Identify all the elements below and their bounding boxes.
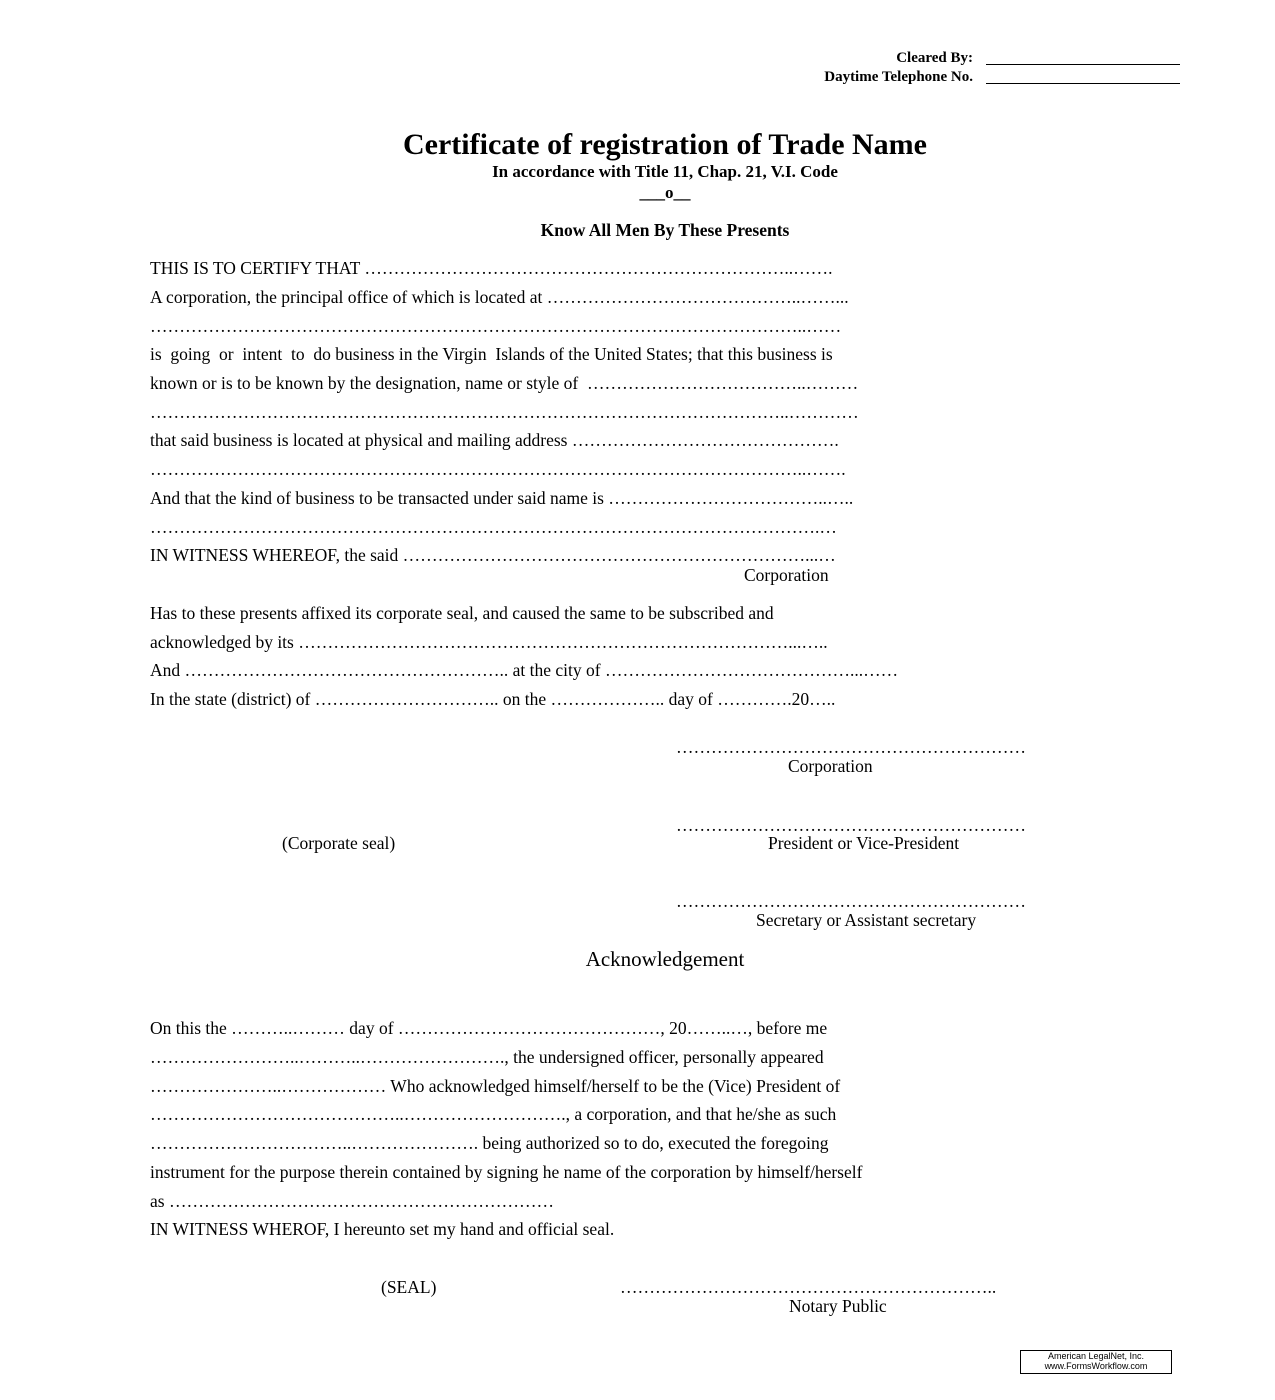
- separator: ___o__: [639, 183, 691, 202]
- city-line[interactable]: And ……………………………………………….. at the city of ……………………………………...……: [150, 660, 899, 680]
- business-kind-line-2[interactable]: …………………………………………………………………………………………………….…: [150, 517, 837, 537]
- secretary-signature-line[interactable]: ……………………………………………………: [676, 891, 1026, 911]
- president-label: President or Vice-President: [768, 833, 960, 853]
- notary-signature-line[interactable]: ………………………………………………………..: [620, 1277, 997, 1297]
- principal-office-line[interactable]: A corporation, the principal office of which is located at ……………………………………..……...: [150, 287, 849, 307]
- ack-witness-text: IN WITNESS WHEROF, I hereunto set my hand and official seal.: [150, 1219, 615, 1239]
- presents-text: Has to these presents affixed its corporate seal, and caused the same to be subscribed and: [150, 603, 774, 623]
- business-kind-line[interactable]: And that the kind of business to be transacted under said name is ………………………………..…..: [150, 488, 854, 508]
- corporation-signature-label: Corporation: [788, 756, 873, 776]
- subtitle: In accordance with Title 11, Chap. 21, V.I. Code: [492, 162, 838, 181]
- ack-officer-line[interactable]: ……………………..………..……………………., the undersigned officer, personally appeared: [150, 1047, 824, 1067]
- address-line-2[interactable]: …………………………………………………………………………………………………..…….: [150, 459, 846, 479]
- secretary-label: Secretary or Assistant secretary: [756, 910, 977, 930]
- telephone-label: Daytime Telephone No.: [824, 69, 973, 85]
- telephone-field[interactable]: [986, 83, 1180, 84]
- ack-person-line[interactable]: …………………..……………… Who acknowledged himself/herself to be the (Vice) President of: [150, 1076, 841, 1096]
- ack-authorized-line[interactable]: ……………………………..…………………. being authorized so to do, executed the foregoing: [150, 1133, 829, 1153]
- publisher-name: American LegalNet, Inc.: [1047, 1351, 1145, 1361]
- address-line[interactable]: that said business is located at physical and mailing address ……………………………………….: [150, 430, 839, 450]
- corporation-caption: Corporation: [744, 565, 829, 585]
- cleared-by-field[interactable]: [986, 64, 1180, 65]
- publisher-url: www.FormsWorkflow.com: [1044, 1361, 1148, 1371]
- seal-label: (SEAL): [381, 1277, 437, 1297]
- business-intent-text: is going or intent to do business in the Virgin Islands of the United States; that this business is: [150, 344, 833, 364]
- ack-corporation-line[interactable]: ……………………………………..………………………., a corporation, and that he/she as such: [150, 1104, 837, 1124]
- ack-instrument-text: instrument for the purpose therein contained by signing he name of the corporation by himself/herself: [150, 1162, 863, 1182]
- principal-office-line-2[interactable]: …………………………………………………………………………………………………..……: [150, 316, 842, 336]
- page-title: Certificate of registration of Trade Name: [403, 128, 927, 161]
- acknowledged-by-line[interactable]: acknowledged by its …………………………………………………………………………...…..: [150, 632, 828, 652]
- presents-heading: Know All Men By These Presents: [540, 220, 790, 240]
- acknowledgement-heading: Acknowledgement: [585, 947, 745, 971]
- certify-line[interactable]: THIS IS TO CERTIFY THAT ………………………………………………………………..…….: [150, 258, 833, 278]
- ack-as-line[interactable]: as …………………………………………………………: [150, 1191, 554, 1211]
- state-date-line[interactable]: In the state (district) of ………………………….. on the ……………….. day of ………….20…..: [150, 689, 836, 709]
- notary-label: Notary Public: [789, 1296, 887, 1316]
- cleared-by-label: Cleared By:: [896, 50, 973, 66]
- president-signature-line[interactable]: ……………………………………………………: [676, 815, 1026, 835]
- trade-name-line-2[interactable]: ………………………………………………………………………………………………..…………: [150, 402, 859, 422]
- witness-corporation-line[interactable]: IN WITNESS WHEREOF, the said ……………………………………………………………...…: [150, 545, 836, 565]
- publisher-badge: [1020, 1350, 1172, 1374]
- corporate-seal-label: (Corporate seal): [282, 833, 396, 853]
- corporation-signature-line[interactable]: ……………………………………………………: [676, 737, 1026, 757]
- ack-date-line[interactable]: On this the ………..……… day of ………………………………………, 20……..…, before me: [150, 1018, 828, 1038]
- trade-name-line[interactable]: known or is to be known by the designation, name or style of ………………………………..………: [150, 373, 859, 393]
